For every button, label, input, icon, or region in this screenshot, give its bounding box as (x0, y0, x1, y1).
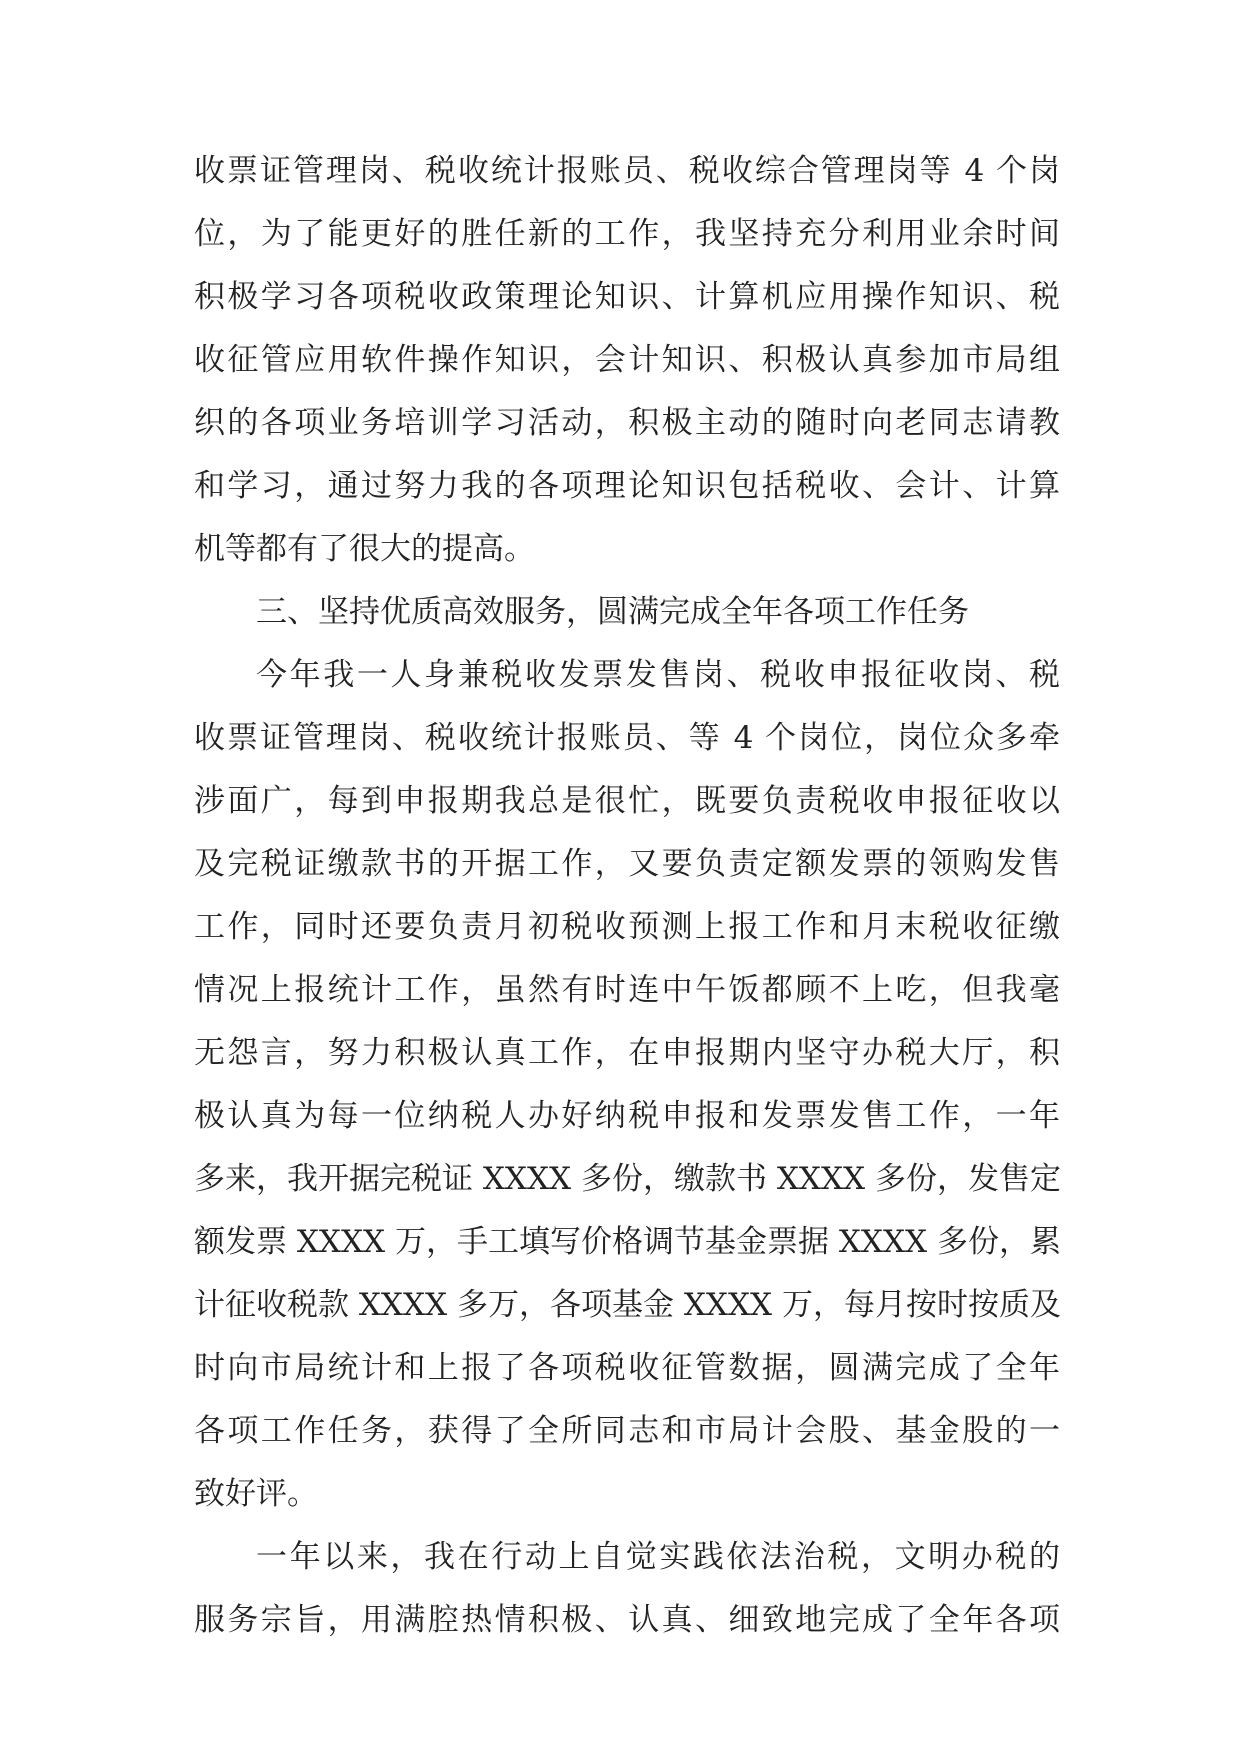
text-line: 涉面广，每到申报期我总是很忙，既要负责税收申报征收以 (194, 783, 1060, 819)
text-line: 致好评。 (194, 1476, 318, 1512)
paragraph-first-line: 一年以来，我在行动上自觉实践依法治税，文明办税的 (256, 1539, 1060, 1575)
document-body (194, 140, 1060, 1652)
text-line: 额发票 XXXX 万，手工填写价格调节基金票据 XXXX 多份，累 (194, 1224, 1061, 1260)
text-line: 计征收税款 XXXX 多万，各项基金 XXXX 万，每月按时按质及 (194, 1287, 1061, 1323)
paragraph-first-line: 今年我一人身兼税收发票发售岗、税收申报征收岗、税 (256, 657, 1060, 693)
text-line: 收票证管理岗、税收统计报账员、税收综合管理岗等 4 个岗 (194, 153, 1060, 189)
text-line: 收票证管理岗、税收统计报账员、等 4 个岗位，岗位众多牵 (194, 720, 1060, 756)
text-line: 极认真为每一位纳税人办好纳税申报和发票发售工作，一年 (194, 1098, 1060, 1134)
text-line: 时向市局统计和上报了各项税收征管数据，圆满完成了全年 (194, 1350, 1060, 1386)
text-line: 位，为了能更好的胜任新的工作，我坚持充分利用业余时间 (194, 216, 1060, 252)
section-heading: 三、坚持优质高效服务，圆满完成全年各项工作任务 (256, 594, 969, 630)
text-line: 工作，同时还要负责月初税收预测上报工作和月末税收征缴 (194, 909, 1060, 945)
text-line: 和学习，通过努力我的各项理论知识包括税收、会计、计算 (194, 468, 1060, 504)
text-line: 机等都有了很大的提高。 (194, 531, 535, 567)
text-line: 积极学习各项税收政策理论知识、计算机应用操作知识、税 (194, 279, 1060, 315)
text-line: 情况上报统计工作，虽然有时连中午饭都顾不上吃，但我毫 (194, 972, 1060, 1008)
text-line: 多来，我开据完税证 XXXX 多份，缴款书 XXXX 多份，发售定 (194, 1161, 1061, 1197)
text-line: 服务宗旨，用满腔热情积极、认真、细致地完成了全年各项 (194, 1602, 1060, 1638)
text-line: 收征管应用软件操作知识，会计知识、积极认真参加市局组 (194, 342, 1060, 378)
text-line: 织的各项业务培训学习活动，积极主动的随时向老同志请教 (194, 405, 1060, 441)
text-line: 无怨言，努力积极认真工作，在申报期内坚守办税大厅，积 (194, 1035, 1060, 1071)
text-line: 各项工作任务，获得了全所同志和市局计会股、基金股的一 (194, 1413, 1060, 1449)
text-line: 及完税证缴款书的开据工作，又要负责定额发票的领购发售 (194, 846, 1060, 882)
